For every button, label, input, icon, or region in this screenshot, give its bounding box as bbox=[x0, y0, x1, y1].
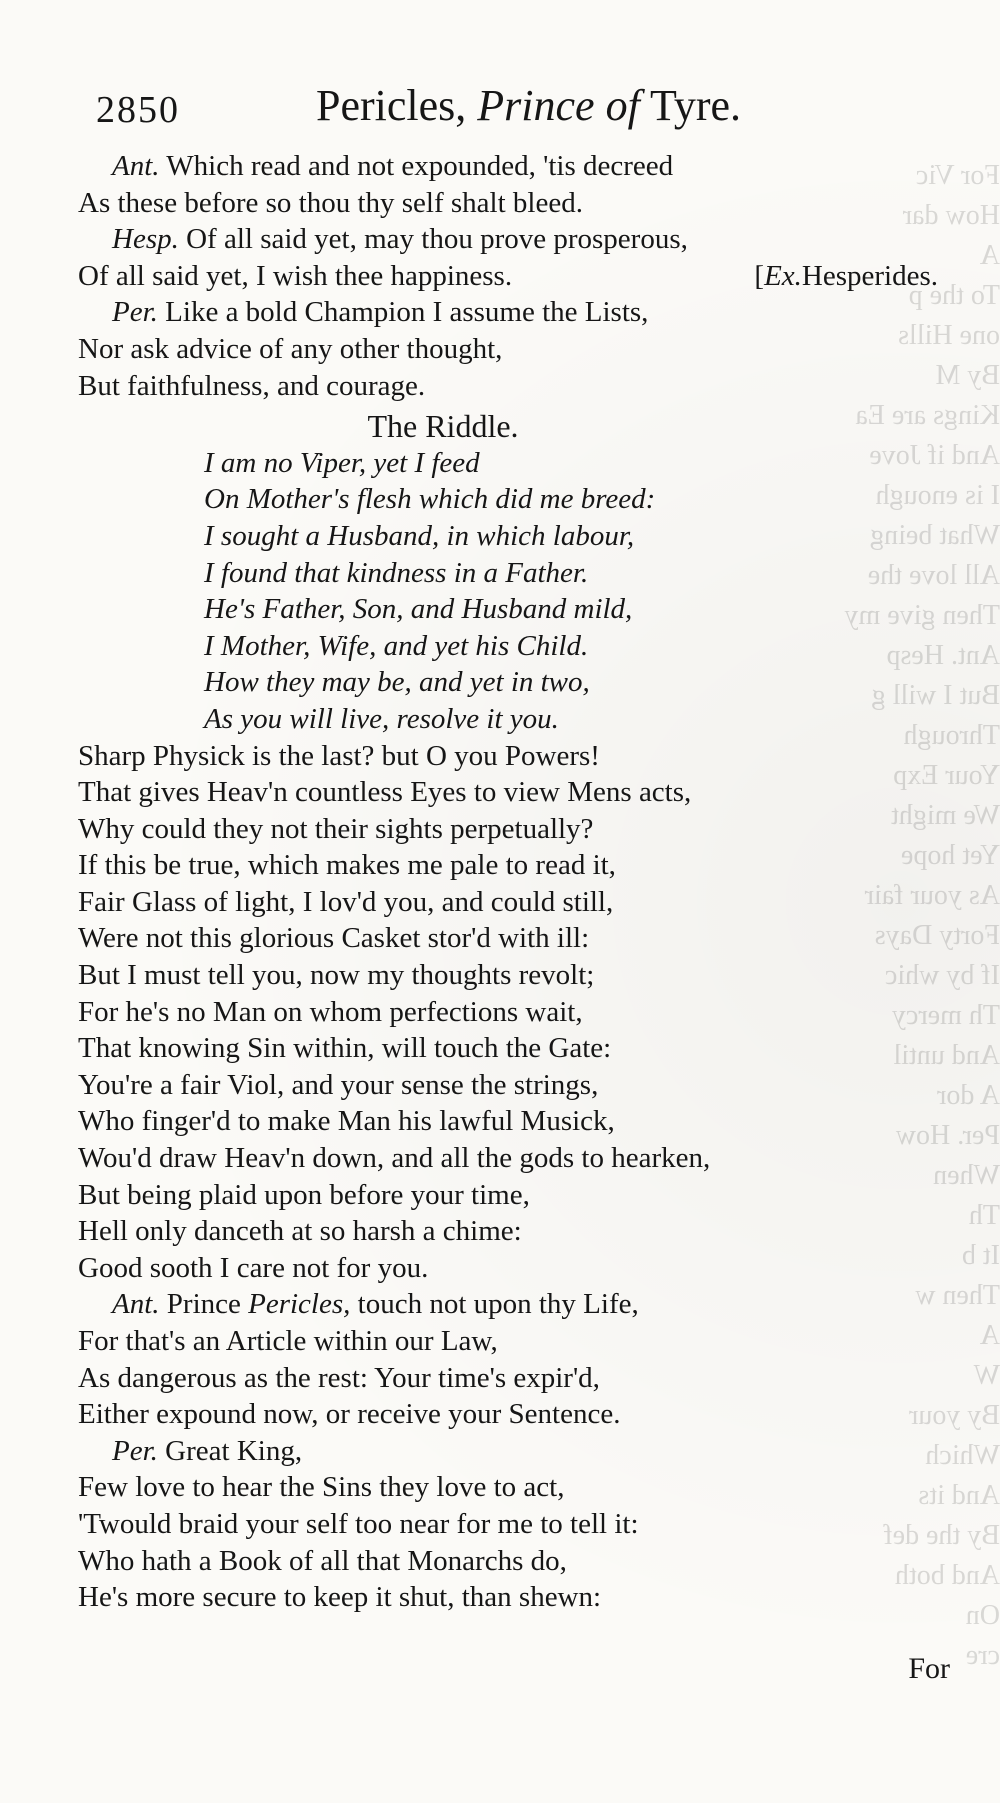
verse-line bbox=[78, 1579, 898, 1616]
bleed-through-fragment: We might bbox=[891, 800, 1000, 831]
bleed-through-fragment: By your bbox=[909, 1400, 1000, 1431]
line-text: Either expound now, or receive your Sentence. bbox=[78, 1398, 621, 1431]
line-text: Of all said yet, may thou prove prosperous, bbox=[186, 223, 688, 256]
verse-line bbox=[78, 1433, 898, 1470]
title-italic: Prince of bbox=[477, 81, 640, 130]
verse-line bbox=[78, 847, 898, 884]
bleed-through-fragment: How dar bbox=[902, 200, 1000, 231]
verse-line bbox=[78, 258, 938, 295]
bleed-through-fragment: All love the bbox=[867, 560, 1000, 591]
line-text: Few love to hear the Sins they love to act, bbox=[78, 1471, 565, 1504]
speaker-name: Ant. bbox=[112, 150, 160, 182]
title-roman: Pericles, bbox=[316, 81, 467, 130]
bleed-through-fragment: If by whic bbox=[884, 960, 1000, 991]
bleed-through-fragment: W bbox=[973, 1360, 1000, 1391]
line-text: For that's an Article within our Law, bbox=[78, 1325, 498, 1357]
riddle-line: How they may be, and yet in two, bbox=[204, 666, 590, 699]
verse-line bbox=[78, 994, 898, 1031]
riddle-line: He's Father, Son, and Husband mild, bbox=[204, 593, 633, 626]
bleed-through-fragment: Th mercy bbox=[891, 1000, 1000, 1031]
title-end: Tyre. bbox=[650, 81, 742, 130]
opening-dialogue bbox=[78, 148, 938, 404]
riddle-line: As you will live, resolve it you. bbox=[204, 702, 559, 735]
bleed-through-fragment: As your fair bbox=[864, 880, 1000, 911]
bleed-through-fragment: And until bbox=[893, 1040, 1000, 1071]
line-text: But I must tell you, now my thoughts revolt; bbox=[78, 959, 595, 992]
bleed-through-fragment: On bbox=[965, 1600, 1000, 1631]
verse-line bbox=[78, 738, 898, 775]
verse-line bbox=[78, 1543, 898, 1580]
bleed-through-fragment: one Hills bbox=[898, 320, 1000, 351]
riddle-verse bbox=[78, 445, 898, 738]
bleed-through-fragment: Ant. Hesp bbox=[886, 640, 1000, 671]
verse-line bbox=[78, 1323, 898, 1360]
line-text: Who hath a Book of all that Monarchs do, bbox=[78, 1544, 567, 1577]
bleed-through-fragment: But I will g bbox=[871, 680, 1000, 711]
running-header bbox=[96, 80, 880, 140]
line-text-pre: Prince bbox=[166, 1288, 241, 1321]
verse-line bbox=[78, 920, 898, 957]
line-text: That gives Heav'n countless Eyes to view Mens acts, bbox=[78, 776, 692, 809]
bleed-through-fragment: Yet hope bbox=[900, 840, 1000, 871]
stage-direction-exit bbox=[754, 258, 938, 295]
verse-line bbox=[78, 221, 898, 258]
verse-line bbox=[78, 1030, 898, 1067]
bleed-through-fragment: Which bbox=[925, 1440, 1000, 1471]
bleed-through-fragment: And if Jove bbox=[869, 440, 1000, 471]
verse-line bbox=[78, 1250, 898, 1287]
bleed-through-fragment: Kings are Ea bbox=[855, 400, 1000, 431]
bleed-through-fragment: For Vic bbox=[915, 160, 1000, 191]
bleed-through-fragment: A bbox=[979, 240, 1000, 271]
line-text: Who finger'd to make Man his lawful Musick, bbox=[78, 1105, 615, 1138]
line-text: You're a fair Viol, and your sense the strings, bbox=[78, 1068, 599, 1101]
line-text: Of all said yet, I wish thee happiness. bbox=[78, 259, 513, 292]
line-text: Fair Glass of light, I lov'd you, and could still, bbox=[78, 885, 614, 918]
bleed-through-fragment: A bbox=[979, 1320, 1000, 1351]
pericles-speech bbox=[78, 738, 898, 1616]
speaker-name: Ant. bbox=[112, 1288, 160, 1321]
line-text: Like a bold Champion I assume the Lists, bbox=[165, 296, 649, 329]
verse-line bbox=[78, 368, 898, 405]
riddle-line: I found that kindness in a Father. bbox=[204, 556, 589, 589]
speaker-name: Per. bbox=[112, 296, 158, 329]
verse-line bbox=[78, 148, 898, 185]
bleed-through-fragment: By the def bbox=[883, 1520, 1000, 1551]
riddle-line: On Mother's flesh which did me breed: bbox=[204, 483, 656, 516]
line-text: Good sooth I care not for you. bbox=[78, 1251, 429, 1284]
bleed-through-fragment: Through bbox=[903, 720, 1000, 751]
bleed-through-fragment: Per. How bbox=[895, 1120, 1000, 1151]
verse-line bbox=[78, 1067, 898, 1104]
line-text: As dangerous as the rest: Your time's expir'd, bbox=[78, 1361, 600, 1394]
bleed-through-fragment: Then w bbox=[915, 1280, 1000, 1311]
verse-line bbox=[78, 331, 898, 368]
catchword: For bbox=[908, 1652, 950, 1685]
line-text: That knowing Sin within, will touch the Gate: bbox=[78, 1032, 612, 1065]
exit-bracket: [ bbox=[754, 259, 765, 292]
verse-line bbox=[78, 957, 898, 994]
bleed-through-fragment: A dor bbox=[937, 1080, 1000, 1111]
page-number: 2850 bbox=[96, 89, 180, 131]
bleed-through-fragment: I is enough bbox=[875, 480, 1000, 511]
verse-line bbox=[78, 1286, 898, 1323]
line-text: He's more secure to keep it shut, than shewn: bbox=[78, 1581, 602, 1614]
bleed-through-fragment: What being bbox=[870, 520, 1000, 551]
verse-line bbox=[78, 294, 898, 331]
bleed-through-fragment: By M bbox=[935, 360, 1000, 391]
bleed-through-fragment: Your Exp bbox=[893, 760, 1000, 791]
speaker-name: Hesp. bbox=[112, 223, 179, 256]
line-text: But faithfulness, and courage. bbox=[78, 369, 426, 402]
verse-line bbox=[78, 811, 898, 848]
bleed-through-fragment: Then give my bbox=[844, 600, 1000, 631]
running-title bbox=[316, 80, 741, 131]
bleed-through-fragment: Th bbox=[968, 1200, 1000, 1231]
verse-line bbox=[78, 1360, 898, 1397]
verse-line bbox=[78, 1506, 898, 1543]
bleed-through-fragment: And both bbox=[895, 1560, 1000, 1591]
line-text: touch not upon thy Life, bbox=[357, 1288, 639, 1321]
verse-line bbox=[78, 1177, 898, 1214]
verse-line bbox=[78, 774, 898, 811]
line-text: Wou'd draw Heav'n down, and all the gods to hearken, bbox=[78, 1142, 711, 1175]
line-text: For he's no Man on whom perfections wait, bbox=[78, 995, 583, 1028]
riddle-line: I sought a Husband, in which labour, bbox=[204, 519, 635, 552]
verse-line bbox=[78, 1140, 898, 1177]
exit-word: Ex. bbox=[764, 259, 802, 292]
riddle-line: I am no Viper, yet I feed bbox=[204, 446, 480, 479]
bleed-through-fragment: When bbox=[933, 1160, 1000, 1191]
line-text: If this be true, which makes me pale to read it, bbox=[78, 849, 616, 882]
riddle-title: The Riddle. bbox=[367, 408, 519, 445]
line-text-italic: Pericles, bbox=[248, 1288, 351, 1321]
verse-line bbox=[78, 884, 898, 921]
speaker-name: Per. bbox=[112, 1434, 158, 1467]
bleed-through-fragment: Forty Days bbox=[874, 920, 1000, 951]
exit-name: Hesperides. bbox=[801, 259, 938, 292]
line-text: Nor ask advice of any other thought, bbox=[78, 332, 503, 365]
line-text: Which read and not expounded, 'tis decreed bbox=[166, 150, 674, 182]
bleed-through-fragment: It b bbox=[961, 1240, 1000, 1271]
verse-line bbox=[78, 1103, 898, 1140]
line-text: Were not this glorious Casket stor'd with ill: bbox=[78, 922, 590, 955]
line-text: But being plaid upon before your time, bbox=[78, 1178, 530, 1211]
line-text: As these before so thou thy self shalt bleed. bbox=[78, 186, 583, 219]
riddle-line: I Mother, Wife, and yet his Child. bbox=[204, 629, 589, 662]
line-text: 'Twould braid your self too near for me to tell it: bbox=[78, 1507, 639, 1540]
bleed-through-fragment: To the p bbox=[908, 280, 1000, 311]
line-text: Sharp Physick is the last? but O you Powers! bbox=[78, 739, 600, 772]
line-text: Great King, bbox=[165, 1434, 303, 1467]
line-text: Hell only danceth at so harsh a chime: bbox=[78, 1215, 522, 1248]
verse-line bbox=[78, 185, 898, 222]
bleed-through-fragment: And its bbox=[918, 1480, 1000, 1511]
verse-line bbox=[78, 1396, 898, 1433]
verse-line bbox=[78, 1469, 898, 1506]
line-text: Why could they not their sights perpetually? bbox=[78, 812, 594, 845]
bleed-through-fragment: cre bbox=[965, 1640, 1000, 1671]
verse-line bbox=[78, 1213, 898, 1250]
